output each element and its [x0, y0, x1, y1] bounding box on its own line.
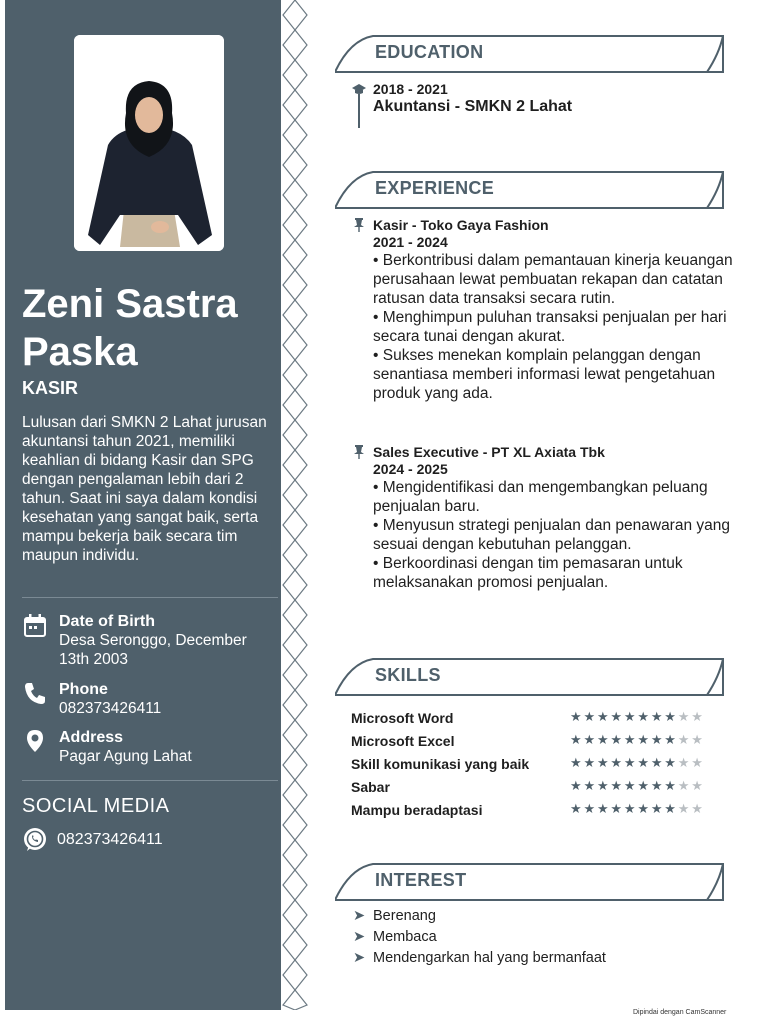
- star-filled-icon: ★: [583, 801, 597, 816]
- star-filled-icon: ★: [570, 778, 584, 793]
- skills-banner: [335, 657, 727, 697]
- star-filled-icon: ★: [596, 755, 611, 770]
- education-school: Akuntansi - SMKN 2 Lahat: [373, 98, 573, 115]
- star-filled-icon: ★: [570, 732, 584, 747]
- star-filled-icon: ★: [570, 801, 584, 816]
- interest-label: Membaca: [373, 929, 437, 945]
- star-empty-icon: ★: [691, 778, 705, 793]
- star-filled-icon: ★: [583, 778, 597, 793]
- star-filled-icon: ★: [650, 709, 665, 724]
- star-empty-icon: ★: [677, 778, 692, 793]
- skill-name: Skill komunikasi yang baik: [351, 756, 530, 772]
- contact-dob: [22, 612, 277, 669]
- job-role: KASIR: [22, 378, 79, 398]
- address-value: Pagar Agung Lahat: [59, 748, 192, 765]
- skill-name: Sabar: [351, 779, 390, 795]
- star-filled-icon: ★: [583, 755, 597, 770]
- star-filled-icon: ★: [664, 755, 678, 770]
- skill-row: [351, 802, 726, 822]
- sidebar-divider: [22, 597, 278, 598]
- skill-name: Microsoft Excel: [351, 733, 455, 749]
- star-filled-icon: ★: [637, 709, 651, 724]
- star-filled-icon: ★: [623, 778, 638, 793]
- star-filled-icon: ★: [596, 801, 611, 816]
- chevron-right-icon: ➤: [353, 908, 366, 924]
- interest-label: Mendengarkan hal yang bermanfaat: [373, 950, 606, 966]
- skill-rating: [570, 801, 705, 817]
- star-filled-icon: ★: [637, 778, 651, 793]
- full-name: [22, 280, 238, 376]
- skill-rating: [570, 709, 705, 725]
- interest-heading: INTEREST: [375, 870, 467, 890]
- diamond-border-decoration: [281, 0, 309, 1010]
- pushpin-icon: [353, 218, 365, 232]
- profile-photo: [74, 35, 224, 251]
- phone-label: Phone: [59, 681, 108, 698]
- full-name-line1: Zeni Sastra: [22, 282, 238, 326]
- star-filled-icon: ★: [637, 732, 651, 747]
- whatsapp-contact: [22, 827, 163, 858]
- star-filled-icon: ★: [596, 732, 611, 747]
- skill-row: [351, 756, 726, 776]
- interest-item: [353, 908, 436, 924]
- star-filled-icon: ★: [650, 801, 665, 816]
- star-filled-icon: ★: [570, 709, 584, 724]
- star-filled-icon: ★: [623, 755, 638, 770]
- dob-label: Date of Birth: [59, 613, 155, 630]
- job-title: Kasir - Toko Gaya Fashion: [373, 217, 549, 233]
- interest-label: Berenang: [373, 908, 436, 924]
- experience-item-1: [373, 217, 733, 403]
- star-filled-icon: ★: [650, 755, 665, 770]
- star-filled-icon: ★: [637, 755, 651, 770]
- star-filled-icon: ★: [596, 709, 611, 724]
- star-filled-icon: ★: [664, 709, 678, 724]
- job-bullet: • Berkontribusi dalam pemantauan kinerja keuangan perusahaan lewat pembuatan rekapan dan catatan ratusan data transaksi secara rutin.: [373, 252, 733, 307]
- interest-item: [353, 950, 606, 966]
- interest-item: [353, 929, 437, 945]
- star-empty-icon: ★: [677, 801, 692, 816]
- contact-phone: [22, 680, 277, 718]
- about-text: Lulusan dari SMKN 2 Lahat jurusan akuntansi tahun 2021, memiliki keahlian di bidang Kasir dan SPG dengan pengalaman lebih dari 2 tahun. Saat ini saya dalam kondisi kesehatan yang sangat baik, serta mampu bekerja baik secara tim maupun individu.: [22, 414, 267, 564]
- job-title: Sales Executive - PT XL Axiata Tbk: [373, 444, 605, 460]
- graduation-cap-icon: [351, 82, 367, 128]
- star-filled-icon: ★: [623, 801, 638, 816]
- sidebar: [5, 0, 281, 1010]
- star-filled-icon: ★: [610, 732, 624, 747]
- star-filled-icon: ★: [623, 732, 638, 747]
- whatsapp-number: 082373426411: [57, 831, 163, 848]
- experience-banner: [335, 170, 727, 210]
- chevron-right-icon: ➤: [353, 929, 366, 945]
- location-pin-icon: [22, 728, 48, 754]
- chevron-right-icon: ➤: [353, 950, 366, 966]
- skill-name: Mampu beradaptasi: [351, 802, 483, 818]
- experience-heading: EXPERIENCE: [375, 178, 495, 198]
- phone-icon: [22, 680, 48, 706]
- scanner-watermark: Dipindai dengan CamScanner: [633, 1009, 727, 1016]
- star-filled-icon: ★: [610, 778, 624, 793]
- star-filled-icon: ★: [596, 778, 611, 793]
- star-filled-icon: ★: [664, 732, 678, 747]
- star-filled-icon: ★: [610, 709, 624, 724]
- star-empty-icon: ★: [691, 755, 705, 770]
- calendar-icon: [22, 612, 48, 638]
- star-filled-icon: ★: [664, 801, 678, 816]
- job-period: 2021 - 2024: [373, 234, 448, 250]
- skill-row: [351, 710, 726, 730]
- star-filled-icon: ★: [583, 732, 597, 747]
- phone-value: 082373426411: [59, 700, 162, 717]
- star-filled-icon: ★: [623, 709, 638, 724]
- star-filled-icon: ★: [664, 778, 678, 793]
- star-filled-icon: ★: [610, 801, 624, 816]
- job-bullet: • Sukses menekan komplain pelanggan dengan senantiasa memberi informasi lewat pengetahuan produk yang ada.: [373, 347, 716, 402]
- skill-rating: [570, 778, 705, 794]
- star-filled-icon: ★: [637, 801, 651, 816]
- interest-banner: [335, 862, 727, 902]
- star-filled-icon: ★: [610, 755, 624, 770]
- pushpin-icon: [353, 445, 365, 459]
- full-name-line2: Paska: [22, 330, 138, 374]
- star-filled-icon: ★: [650, 778, 665, 793]
- whatsapp-icon: [22, 827, 48, 853]
- star-filled-icon: ★: [583, 709, 597, 724]
- star-empty-icon: ★: [691, 732, 705, 747]
- skill-row: [351, 779, 726, 799]
- experience-item-2: [373, 444, 733, 592]
- skill-name: Microsoft Word: [351, 710, 454, 726]
- star-empty-icon: ★: [677, 709, 692, 724]
- education-years: 2018 - 2021: [373, 81, 448, 97]
- skill-rating: [570, 732, 705, 748]
- star-empty-icon: ★: [691, 709, 705, 724]
- skill-rating: [570, 755, 705, 771]
- dob-value: Desa Seronggo, December 13th 2003: [59, 632, 247, 668]
- star-empty-icon: ★: [677, 755, 692, 770]
- star-empty-icon: ★: [677, 732, 692, 747]
- address-label: Address: [59, 729, 124, 746]
- job-bullet: • Menghimpun puluhan transaksi penjualan per hari secara tunai dengan akurat.: [373, 309, 727, 345]
- education-heading: EDUCATION: [375, 42, 484, 62]
- contact-address: [22, 728, 277, 766]
- job-bullet: • Menyusun strategi penjualan dan penawaran yang sesuai dengan kebutuhan pelanggan.: [373, 517, 731, 553]
- sidebar-divider-2: [22, 780, 278, 781]
- skills-heading: SKILLS: [375, 665, 441, 685]
- job-bullet: • Mengidentifikasi dan mengembangkan peluang penjualan baru.: [373, 479, 708, 515]
- job-period: 2024 - 2025: [373, 461, 448, 477]
- social-media-title: SOCIAL MEDIA: [22, 795, 170, 817]
- star-empty-icon: ★: [691, 801, 705, 816]
- education-banner: [335, 34, 727, 74]
- star-filled-icon: ★: [570, 755, 584, 770]
- star-filled-icon: ★: [650, 732, 665, 747]
- skill-row: [351, 733, 726, 753]
- job-bullet: • Berkoordinasi dengan tim pemasaran untuk melaksanakan promosi penjualan.: [373, 555, 683, 591]
